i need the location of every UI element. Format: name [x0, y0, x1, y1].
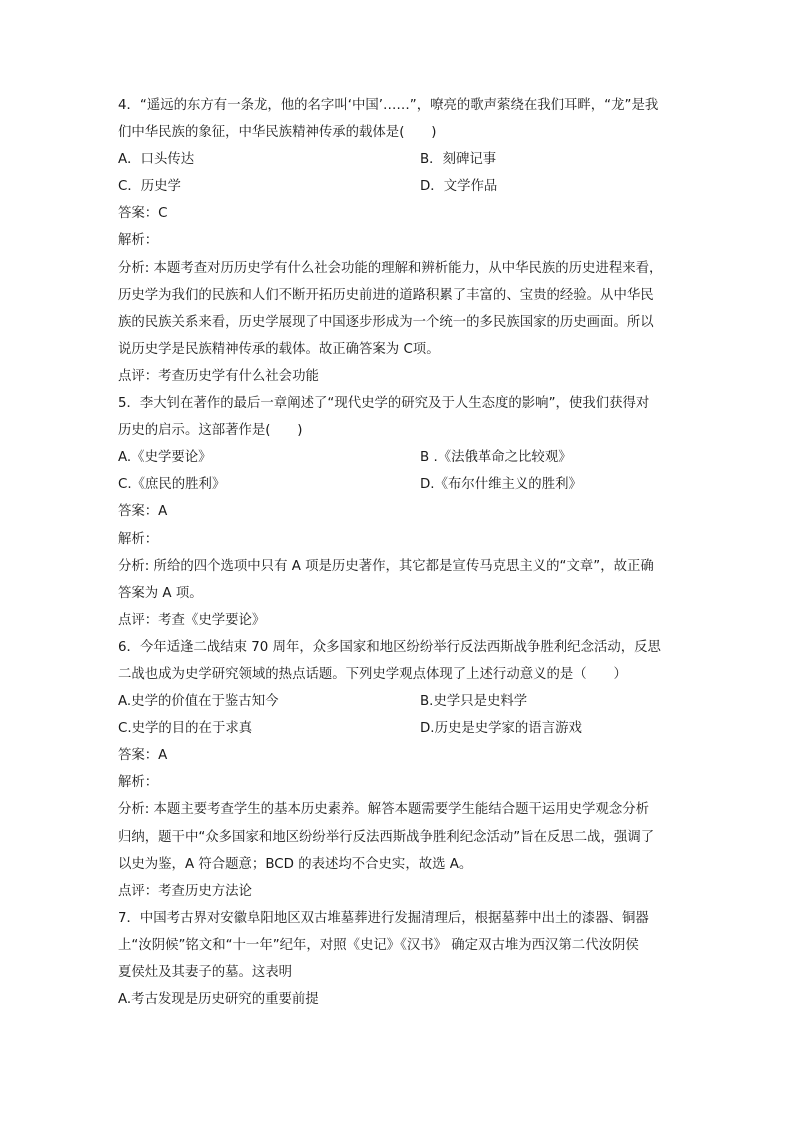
answer: 答案：C: [118, 206, 168, 222]
question-5: [118, 390, 676, 634]
option-a: A.史学的价值在于鉴古知今: [118, 694, 279, 710]
option-b: B .《法俄革命之比较观》: [420, 450, 572, 466]
option-a: A.《史学要论》: [118, 450, 212, 466]
options-row: [118, 471, 676, 498]
analysis-line: 以史为鉴，A 符合题意；BCD 的表述均不合史实，故选 A。: [118, 856, 473, 872]
analysis-label: 解析：: [118, 233, 159, 249]
comment: 点评：考查历史方法论: [118, 883, 252, 899]
question-7: [118, 905, 676, 1013]
question-stem-line: 二战也成为史学研究领域的热点话题。下列史学观点体现了上述行动意义的是（ ）: [118, 666, 627, 682]
question-4: [118, 92, 676, 390]
option-d: D．文学作品: [420, 179, 498, 195]
option-c: C.史学的目的在于求真: [118, 721, 253, 737]
analysis-line: 说历史学是民族精神传承的载体。故正确答案为 C项。: [118, 341, 440, 357]
options-row: [118, 173, 676, 200]
option-d: D.《布尔什维主义的胜利》: [420, 477, 582, 493]
question-stem-line: 们中华民族的象征，中华民族精神传承的载体是( ): [118, 125, 437, 141]
analysis-label: 解析：: [118, 775, 159, 791]
analysis-line: 归纳，题干中“众多国家和地区纷纷举行反法西斯战争胜利纪念活动”旨在反思二战，强调了: [118, 829, 655, 845]
comment: 点评：考查《史学要论》: [118, 612, 266, 628]
question-stem-line: 夏侯灶及其妻子的墓。这表明: [118, 965, 293, 980]
answer: 答案：A: [118, 748, 168, 764]
analysis-line: 分析: 所给的四个选项中只有 A 项是历史著作，其它都是宣传马克思主义的“文章”，故正确: [118, 558, 654, 574]
options-row: [118, 688, 676, 715]
option-c: C.《庶民的胜利》: [118, 477, 226, 493]
option-a: A．口头传达: [118, 152, 195, 168]
option-c: C．历史学: [118, 179, 181, 195]
question-stem-line: 上“汝阴候”铭文和“十一年”纪年，对照《史记》《汉书》 确定双古堆为西汉第二代汝阴侯: [118, 937, 639, 953]
options-row: [118, 146, 676, 173]
analysis-line: 答案为 A 项。: [118, 585, 203, 601]
question-stem-line: 7．中国考古界对安徽阜阳地区双古堆墓葬进行发掘清理后，根据墓葬中出土的漆器、铜器: [118, 910, 649, 926]
question-stem-line: 历史的启示。这部著作是( ): [118, 423, 303, 439]
option-a: A.考古发现是历史研究的重要前提: [118, 992, 319, 1008]
option-d: D.历史是史学家的语言游戏: [420, 721, 582, 737]
analysis-line: 族的民族关系来看，历史学展现了中国逐步形成为一个统一的多民族国家的历史画面。所以: [118, 314, 654, 330]
options-row: [118, 715, 676, 742]
option-b: B．刻碑记事: [420, 152, 497, 168]
analysis-label: 解析：: [118, 531, 159, 547]
options-row: [118, 444, 676, 471]
question-stem-line: 6．今年适逢二战结束 70 周年，众多国家和地区纷纷举行反法西斯战争胜利纪念活动，反思: [118, 639, 661, 655]
question-6: [118, 634, 676, 905]
question-list: [118, 92, 676, 1013]
option-b: B.史学只是史料学: [420, 694, 528, 710]
analysis-line: 分析: 本题主要考查学生的基本历史素养。解答本题需要学生能结合题干运用史学观念分析: [118, 802, 649, 818]
question-stem-line: 5．李大钊在著作的最后一章阐述了“现代史学的研究及于人生态度的影响”，使我们获得对: [118, 396, 650, 412]
analysis-line: 历史学为我们的民族和人们不断开拓历史前进的道路积累了丰富的、宝贵的经验。从中华民: [118, 287, 654, 303]
analysis-line: 分析: 本题考查对历历史学有什么社会功能的理解和辨析能力，从中华民族的历史进程来看，: [118, 260, 663, 276]
question-stem-line: 4．“遥远的东方有一条龙，他的名字叫‘中国’……”，嘹亮的歌声萦绕在我们耳畔，“龙”是我: [118, 98, 659, 113]
answer: 答案：A: [118, 504, 168, 520]
comment: 点评：考查历史学有什么社会功能: [118, 368, 319, 384]
